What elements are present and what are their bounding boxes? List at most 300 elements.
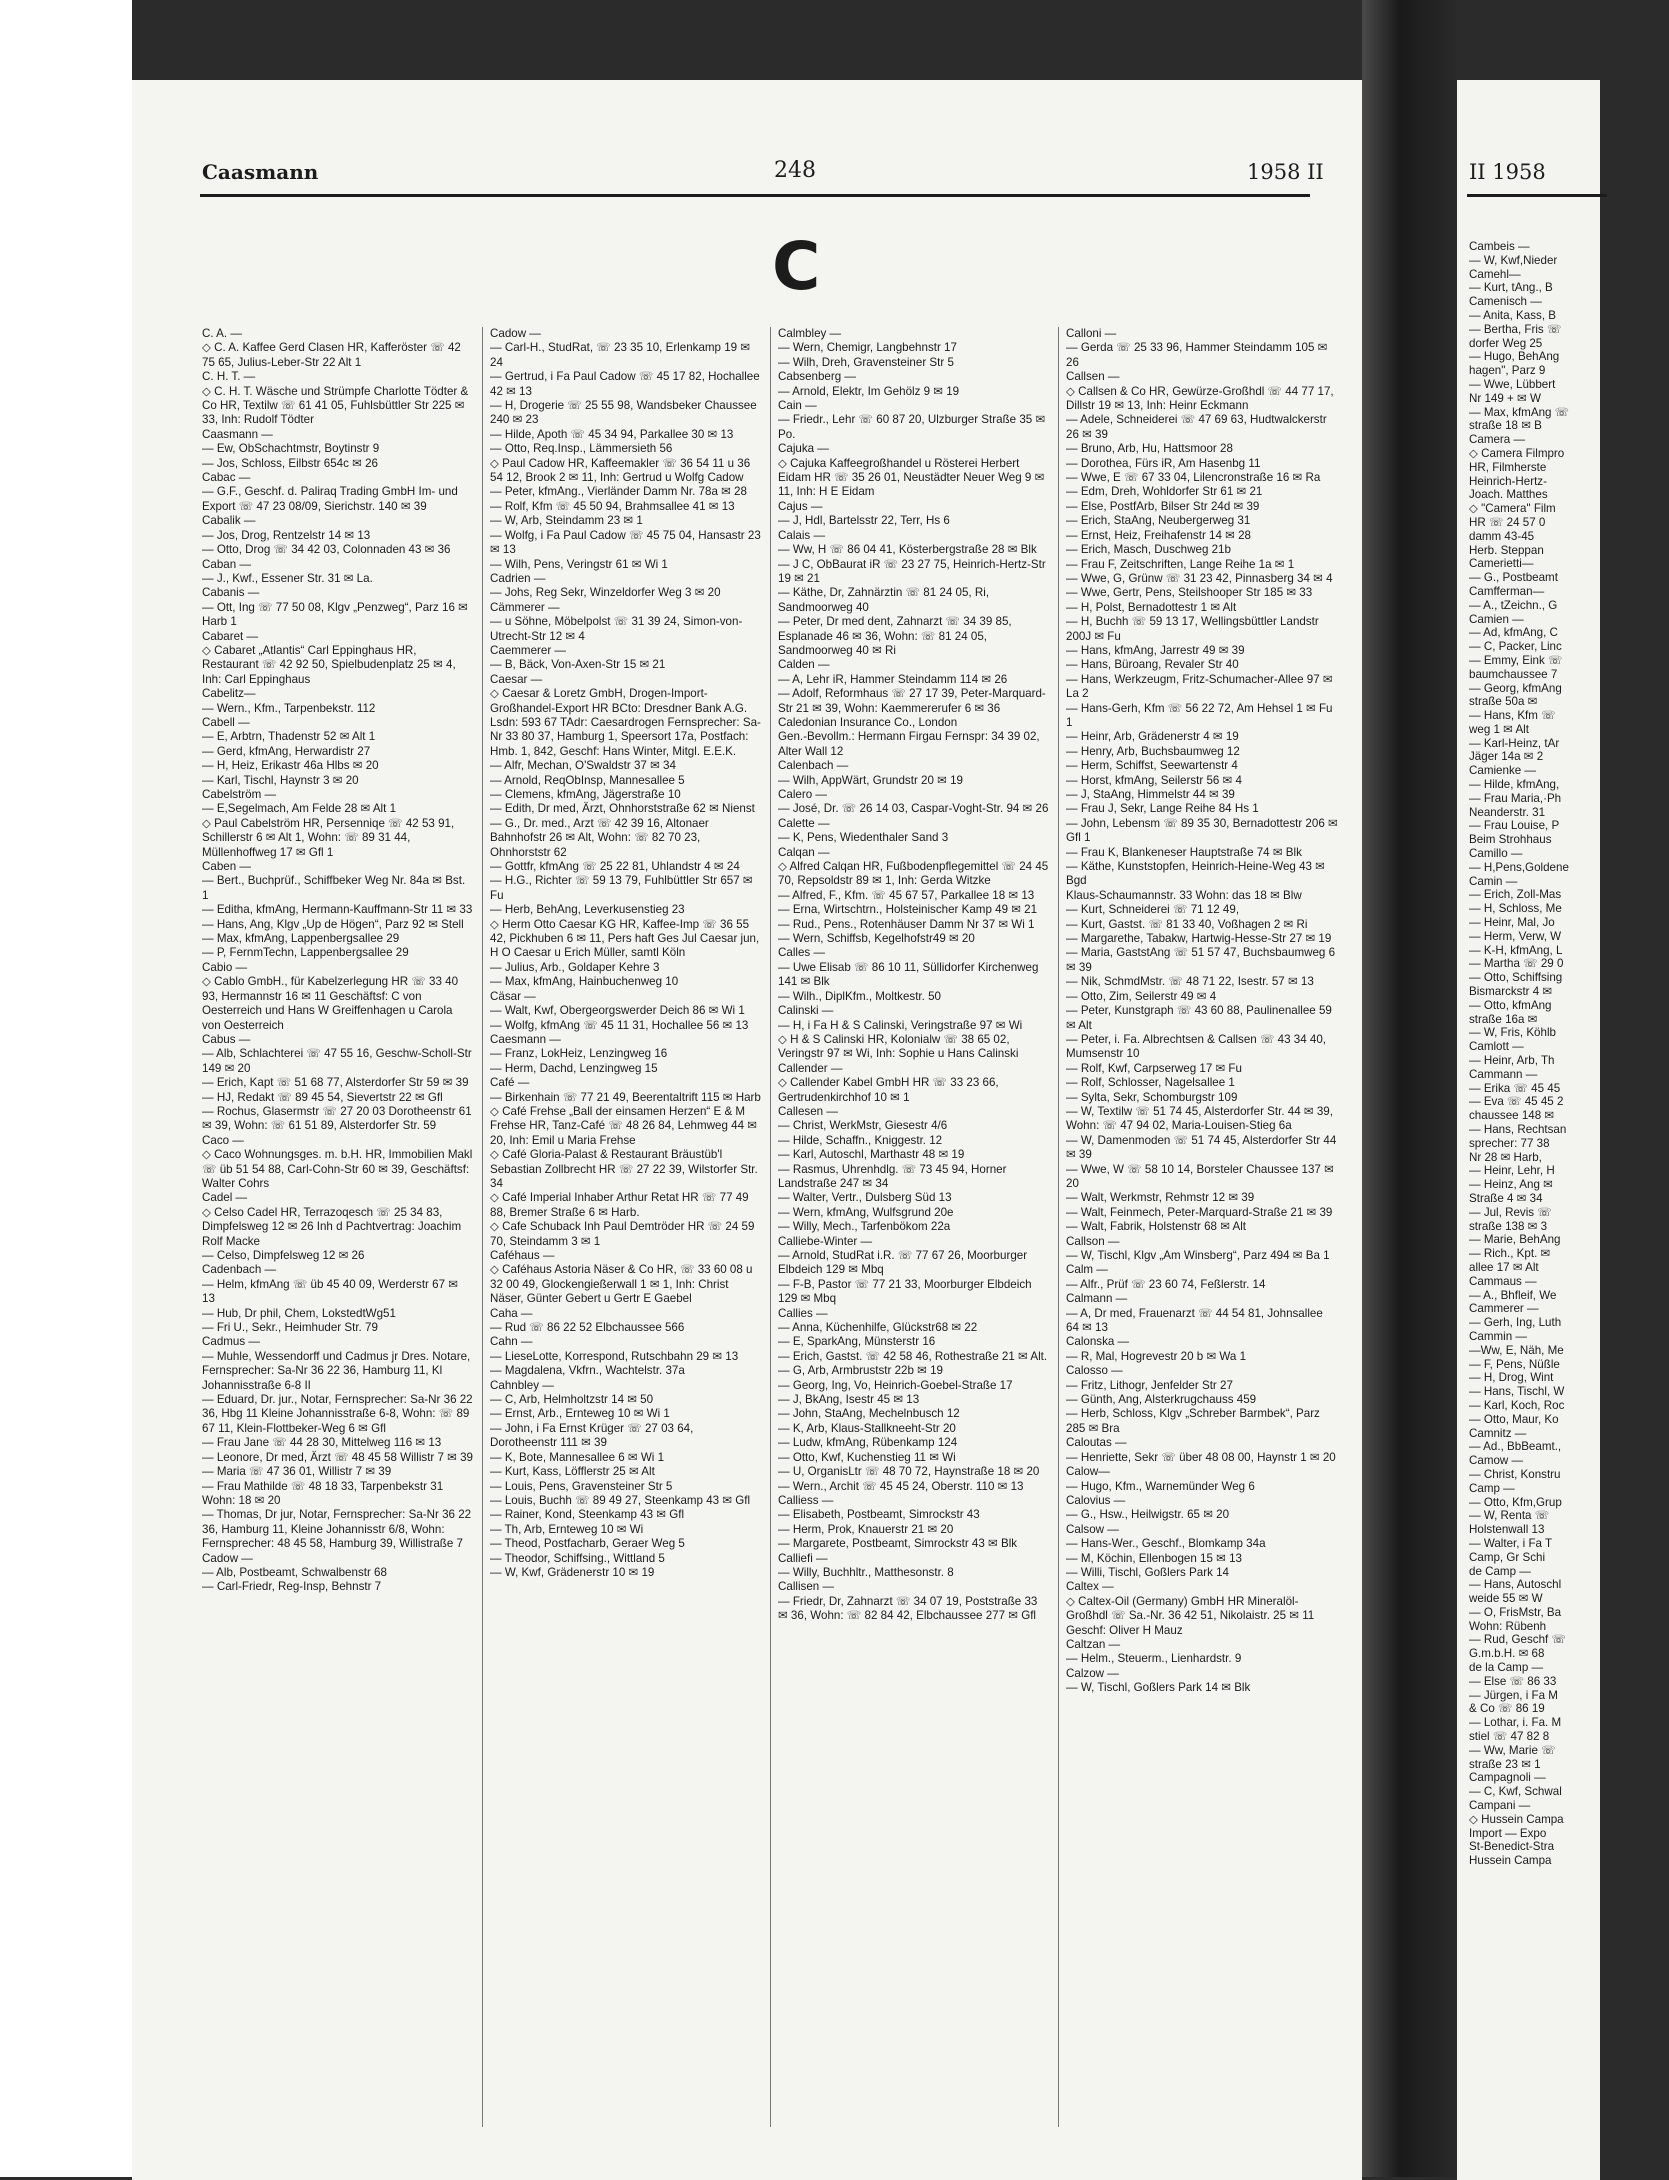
directory-entry: — Alfred, F., Kfm. ☏ 45 67 57, Parkallee 18 ✉ 13 (778, 888, 1035, 902)
column-2 (490, 327, 765, 2147)
directory-entry: Calqan — (778, 845, 830, 859)
directory-entry: — J, StaAng, Himmelstr 44 ✉ 39 (1066, 788, 1235, 801)
directory-entry: — G.F., Geschf. d. Paliraq Trading GmbH Im- und Export ☏ 47 23 08/09, Sierichstr. 140 ✉ 39 (202, 485, 462, 513)
directory-entry: Cabalik — (202, 514, 256, 528)
column-divider (1058, 327, 1059, 2127)
adjacent-entry: Campagnoli — (1469, 1771, 1546, 1785)
adjacent-entry: — H, Drog, Wint (1469, 1371, 1554, 1385)
directory-entry: — Louis, Buchh ☏ 89 49 27, Steenkamp 43 ✉ Gfl (490, 1493, 751, 1507)
directory-entry: — C, Arb, Helmholtzstr 14 ✉ 50 (490, 1393, 654, 1407)
directory-entry: Calinski — (778, 1004, 834, 1018)
directory-entry: — Hub, Dr phil, Chem, LokstedtWg51 (202, 1306, 396, 1320)
directory-entry: ◇ Cablo GmbH., für Kabelzerlegung HR ☏ 33 40 93, Hermannstr 16 ✉ 11 Geschäftsf: C von Oesterreich und Hans W Greiffenhagen u Carola von Oesterreich (202, 975, 462, 1032)
adjacent-entry: Camnitz — (1469, 1426, 1527, 1440)
directory-entry: — Erna, Wirtschtrn., Holsteinischer Kamp 49 ✉ 21 (778, 903, 1038, 917)
directory-entry: — Kurt, Gastst. ☏ 81 33 40, Voßhagen 2 ✉ Ri (1066, 917, 1308, 931)
adjacent-entry: Camehl— (1469, 267, 1521, 281)
adjacent-entry: Cammin — (1469, 1329, 1527, 1343)
adjacent-entry: — Martha ☏ 29 0 (1469, 957, 1564, 971)
adjacent-entry: Camerietti— (1469, 557, 1534, 571)
adjacent-entry: chaussee 148 ✉ (1469, 1109, 1555, 1123)
adjacent-entry: — Otto, Schiffsing (1469, 971, 1563, 985)
adjacent-entry: — Otto, Kfm,Grup (1469, 1495, 1562, 1509)
directory-entry: Caféhaus — (490, 1249, 555, 1262)
adjacent-entry: — Frau Maria,·Ph (1469, 791, 1562, 805)
directory-entry: — K, Bote, Mannesallee 6 ✉ Wi 1 (490, 1450, 665, 1464)
directory-entry: — Otto, Kwf, Kuchenstieg 11 ✉ Wi (778, 1450, 956, 1464)
directory-entry: — Erich, Kapt ☏ 51 68 77, Alsterdorfer Str 59 ✉ 39 (202, 1076, 469, 1090)
directory-entry: Callesen — (778, 1104, 838, 1118)
directory-entry: — Rolf, Schlosser, Nagelsallee 1 (1066, 1076, 1235, 1090)
adjacent-column (1469, 240, 1669, 2140)
directory-entry: — Louis, Pens, Gravensteiner Str 5 (490, 1479, 673, 1493)
adjacent-entry: de la Camp — (1469, 1661, 1544, 1675)
adjacent-entry: — K-H, kfmAng, L (1469, 943, 1563, 957)
directory-entry: — Walt, Kwf, Obergeorgswerder Deich 86 ✉ Wi 1 (490, 1004, 745, 1018)
directory-entry: Calloni — (1066, 327, 1117, 340)
adjacent-entry: & Co ☏ 86 19 (1469, 1702, 1545, 1716)
adjacent-entry: — Walter, i Fa T (1469, 1536, 1553, 1550)
adjacent-entry: — Heinr, Mal, Jo (1469, 916, 1555, 930)
directory-entry: Cabaret — (202, 629, 259, 643)
adjacent-entry: — Herm, Verw, W (1469, 929, 1562, 943)
directory-entry: — José, Dr. ☏ 26 14 03, Caspar-Voght-Str. 94 ✉ 26 (778, 802, 1049, 816)
directory-entry: — W, Damenmoden ☏ 51 74 45, Alsterdorfer Str 44 ✉ 39 (1066, 1133, 1340, 1162)
directory-entry: Caasmann — (202, 427, 273, 441)
book-gutter (1362, 0, 1457, 2177)
directory-entry: Calzow — (1066, 1666, 1119, 1680)
directory-entry: — Wolfg, i Fa Paul Cadow ☏ 45 75 04, Hansastr 23 ✉ 13 (490, 528, 765, 557)
directory-entry: — Magdalena, Vkfrn., Wachtelstr. 37a (490, 1364, 685, 1378)
adjacent-entry: — Max, kfmAng ☏ (1469, 405, 1570, 419)
directory-entry: Callsen — (1066, 370, 1120, 384)
directory-entry: Cabelström — (202, 788, 277, 801)
directory-entry: Caemmerer — (490, 643, 567, 657)
adjacent-entry: straße 16a ✉ (1469, 1012, 1538, 1026)
adjacent-entry: straße 23 ✉ 1 (1469, 1757, 1541, 1771)
adjacent-entry: — Heinr, Arb, Th (1469, 1054, 1555, 1068)
directory-entry: ◇ Callsen & Co HR, Gewürze-Großhdl ☏ 44 77 17, Dillstr 19 ✉ 13, Inh: Heinr Eckmann (1066, 384, 1337, 413)
adjacent-entry: — Hans, Rechtsan (1469, 1123, 1567, 1136)
directory-entry: — Walt, Fabrik, Holstenstr 68 ✉ Alt (1066, 1220, 1247, 1234)
directory-entry: — W, Tischl, Klgv „Am Winsberg“, Parz 494 ✉ Ba 1 (1066, 1249, 1330, 1262)
directory-entry: Calais — (778, 528, 826, 542)
directory-entry: — Käthe, Kunststopfen, Heinrich-Heine-Weg 43 ✉ Bgd (1066, 860, 1329, 888)
adjacent-entry: straße 50a ✉ (1469, 695, 1538, 709)
section-letter: C (772, 228, 821, 305)
directory-entry: — Margarethe, Tabakw, Hartwig-Hesse-Str 27 ✉ 19 (1066, 932, 1332, 946)
directory-entry: — Wern., Archit ☏ 45 45 24, Oberstr. 110 ✉ 13 (778, 1479, 1024, 1493)
adjacent-entry: sprecher: 77 38 (1469, 1136, 1550, 1150)
directory-entry: — E, Arbtrn, Thadenstr 52 ✉ Alt 1 (202, 730, 376, 744)
directory-entry: — Birkenhain ☏ 77 21 49, Beerentaltrift 115 ✉ Harb (490, 1090, 761, 1104)
directory-entry: — Peter, i. Fa. Albrechtsen & Callsen ☏ 43 34 40, Mumsenstr 10 (1066, 1032, 1330, 1061)
directory-entry: ◇ Caco Wohnungsges. m. b.H. HR, Immobilien Makl ☏ üb 51 54 88, Carl-Cohn-Str 60 ✉ 39, Geschäftsf: Walter Cohrs (202, 1148, 476, 1190)
directory-entry: — Herm, Schiffst, Seewartenstr 4 (1066, 759, 1238, 773)
directory-entry: — Max, kfmAng, Hainbuchenweg 10 (490, 975, 679, 989)
adjacent-entry: Camlott — (1469, 1040, 1524, 1054)
directory-entry: — R, Mal, Hogrevestr 20 b ✉ Wa 1 (1066, 1349, 1247, 1363)
adjacent-entry: Hussein Campa (1469, 1854, 1552, 1868)
adjacent-entry: Camenisch — (1469, 295, 1542, 309)
directory-entry: — K, Pens, Wiedenthaler Sand 3 (778, 831, 949, 845)
directory-entry: Cadmus — (202, 1335, 260, 1349)
directory-entry: — Rud ☏ 86 22 52 Elbchaussee 566 (490, 1321, 685, 1335)
adjacent-entry: Cammaus — (1469, 1274, 1537, 1288)
directory-entry: — Rasmus, Uhrenhdlg. ☏ 73 45 94, Horner Landstraße 247 ✉ 34 (778, 1162, 1010, 1190)
adjacent-entry: — H,Pens,Goldene (1469, 860, 1569, 874)
directory-entry: — Otto, Zim, Seilerstr 49 ✉ 4 (1066, 989, 1217, 1003)
directory-entry: — Hilde, Apoth ☏ 45 34 94, Parkallee 30 ✉ 13 (490, 427, 734, 441)
directory-entry: — Anna, Küchenhilfe, Glückstr68 ✉ 22 (778, 1321, 978, 1335)
adjacent-entry: Camp, Gr Schi (1469, 1550, 1546, 1564)
directory-entry: Calliebe-Winter — (778, 1234, 873, 1248)
directory-entry: — Edith, Dr med, Ärzt, Ohnhorststraße 62 ✉ Nienst (490, 802, 755, 816)
directory-entry: — F-B, Pastor ☏ 77 21 33, Moorburger Elbdeich 129 ✉ Mbq (778, 1277, 1035, 1306)
directory-entry: — Muhle, Wessendorff und Cadmus jr Dres. Notare, Fernsprecher: Sa-Nr 36 22 36, Hamburg 11, Kl Johannisstraße 6-8 II (202, 1349, 474, 1392)
directory-entry: — Frau Jane ☏ 44 28 30, Mittelweg 116 ✉ 13 (202, 1436, 442, 1450)
adjacent-entry: — Jürgen, i Fa M (1469, 1688, 1558, 1702)
directory-entry: Cabelitz— (202, 687, 256, 701)
directory-entry: Calm — (1066, 1263, 1108, 1277)
adjacent-entry: Joach. Matthes (1469, 488, 1548, 502)
column-4 (1066, 327, 1341, 2147)
directory-entry: — P, FernmTechn, Lappenbergsallee 29 (202, 946, 409, 960)
adjacent-entry: — F, Pens, Nüßle (1469, 1357, 1560, 1371)
directory-entry: — Maria ☏ 47 36 01, Willistr 7 ✉ 39 (202, 1465, 392, 1479)
directory-entry: Cabac — (202, 471, 251, 485)
adjacent-entry: — Lothar, i. Fa. M (1469, 1716, 1562, 1730)
directory-entry: — G., Dr. med., Arzt ☏ 42 39 16, Altonaer Bahnhofstr 26 ✉ Alt, Wohn: ☏ 82 70 23, Ohnhorststr 62 (490, 816, 713, 859)
directory-entry: ◇ Caltex-Oil (Germany) GmbH HR Mineralöl-Großhdl ☏ Sa.-Nr. 36 42 51, Nikolaistr. 25 ✉ 11 Geschf: Oliver H Mauz (1066, 1594, 1318, 1637)
column-divider (482, 327, 483, 2127)
header-rule (200, 194, 1310, 197)
directory-entry: Cadenbach — (202, 1263, 277, 1277)
adjacent-entry: — W, Fris, Köhlb (1469, 1026, 1556, 1040)
directory-entry: — H.G., Richter ☏ 59 13 79, Fuhlbüttler Str 657 ✉ Fu (490, 874, 756, 902)
directory-entry: — Nik, SchmdMstr. ☏ 48 71 22, Isestr. 57 ✉ 13 (1066, 975, 1314, 989)
directory-entry: — Helm., Steuerm., Lienhardstr. 9 (1066, 1652, 1242, 1666)
directory-entry: Calliefi — (778, 1551, 828, 1565)
directory-entry: Calden — (778, 658, 830, 672)
directory-entry: Calmbley — (778, 327, 842, 340)
adjacent-entry: Campani — (1469, 1799, 1531, 1813)
directory-entry: — Adolf, Reformhaus ☏ 27 17 39, Peter-Marquard-Str 21 ✉ 39, Wohn: Kaemmererufer 6 ✉ 36 (778, 687, 1046, 715)
directory-entry: — Alfr., Prüf ☏ 23 60 74, Feßlerstr. 14 (1066, 1277, 1266, 1291)
directory-entry: — Kurt, Schneiderei ☏ 71 12 49, (1066, 903, 1240, 917)
directory-entry: — Gerda ☏ 25 33 96, Hammer Steindamm 105 ✉ 26 (1066, 341, 1331, 369)
directory-entry: — Willy, Mech., Tarfenbökom 22a (778, 1220, 951, 1234)
directory-entry: Cahnbley — (490, 1378, 554, 1392)
directory-entry: Cajus — (778, 499, 823, 513)
directory-entry: — Clemens, kfmAng, Jägerstraße 10 (490, 788, 681, 801)
directory-entry: — Rochus, Glasermstr ☏ 27 20 03 Dorotheenstr 61 ✉ 39, Wohn: ☏ 61 51 89, Alsterdorfer Str. 59 (202, 1104, 475, 1133)
directory-entry: Calosso — (1066, 1364, 1123, 1378)
directory-entry: — Ludw, kfmAng, Rübenkamp 124 (778, 1436, 958, 1450)
directory-entry: — Kurt, Kass, Löfflerstr 25 ✉ Alt (490, 1465, 655, 1479)
directory-entry: — Friedr, Dr, Zahnarzt ☏ 34 07 19, Poststraße 33 ✉ 36, Wohn: ☏ 82 84 42, Elbchaussee 277 ✉ Gfl (778, 1594, 1041, 1623)
directory-entry: ◇ C. A. Kaffee Gerd Clasen HR, Kafferöster ☏ 42 75 65, Julius-Leber-Str 22 Alt 1 (202, 341, 465, 369)
adjacent-entry: HR ☏ 24 57 0 (1469, 515, 1546, 529)
directory-entry: ◇ Paul Cabelström HR, Persenniqe ☏ 42 53 91, Schillerstr 6 ✉ Alt 1, Wohn: ☏ 89 31 44, Müllenhoffweg 17 ✉ Gfl 1 (202, 816, 458, 859)
directory-entry: ◇ C. H. T. Wäsche und Strümpfe Charlotte Tödter & Co HR, Textilw ☏ 61 41 05, Fuhlsbüttler Str 225 ✉ 33, Inh: Rudolf Tödter (202, 384, 472, 427)
page-number: 248 (774, 158, 816, 183)
directory-entry: — Otto, Drog ☏ 34 42 03, Colonnaden 43 ✉ 36 (202, 543, 451, 557)
directory-entry: — Bert., Buchprüf., Schiffbeker Weg Nr. 84a ✉ Bst. 1 (202, 874, 469, 902)
directory-entry: — Wilh, AppWärt, Grundstr 20 ✉ 19 (778, 773, 963, 787)
directory-entry: Calonska — (1066, 1335, 1130, 1349)
directory-entry: — Helm, kfmAng ☏ üb 45 40 09, Werderstr 67 ✉ 13 (202, 1277, 462, 1306)
adjacent-entry: — H, Schloss, Me (1469, 902, 1562, 916)
directory-entry: — u Söhne, Möbelpolst ☏ 31 39 24, Simon-von-Utrecht-Str 12 ✉ 4 (490, 615, 743, 643)
adjacent-entry: Herb. Steppan (1469, 543, 1544, 557)
directory-entry: — Walt, Feinmech, Peter-Marquard-Straße 21 ✉ 39 (1066, 1205, 1333, 1219)
directory-entry: — J., Kwf., Essener Str. 31 ✉ La. (202, 571, 373, 585)
adjacent-entry: Beim Strohhaus (1469, 833, 1552, 847)
directory-entry: — Elisabeth, Postbeamt, Simrockstr 43 (778, 1508, 980, 1522)
directory-entry: — Hans, kfmAng, Jarrestr 49 ✉ 39 (1066, 643, 1245, 657)
adjacent-entry: — C, Packer, Linc (1469, 640, 1562, 654)
adjacent-entry: — Christ, Konstru (1469, 1467, 1561, 1481)
directory-entry: — Fritz, Lithogr, Jenfelder Str 27 (1066, 1378, 1233, 1392)
directory-entry: — E,Segelmach, Am Felde 28 ✉ Alt 1 (202, 802, 397, 816)
adjacent-entry: Camera — (1469, 433, 1526, 447)
directory-entry: — Alfr, Mechan, O'Swaldstr 37 ✉ 34 (490, 759, 676, 773)
directory-entry: — Frau J, Sekr, Lange Reihe 84 Hs 1 (1066, 802, 1259, 816)
directory-entry: Caesmann — (490, 1032, 561, 1046)
directory-entry: ◇ Alfred Calqan HR, Fußbodenpflegemittel ☏ 24 45 70, Repsoldstr 89 ✉ 1, Inh: Gerda Witzke (778, 860, 1052, 888)
directory-entry: — Th, Arb, Ernteweg 10 ✉ Wi (490, 1522, 644, 1536)
adjacent-entry: ◇ Hussein Campa (1469, 1812, 1564, 1826)
adjacent-entry: — Gerh, Ing, Luth (1469, 1316, 1562, 1330)
adjacent-entry: — Ad., BbBeamt., (1469, 1440, 1562, 1454)
directory-entry: Calow— (1066, 1465, 1110, 1479)
adjacent-entry: —Ww, E, Näh, Me (1469, 1343, 1564, 1357)
adjacent-entry: St-Benedict-Stra (1469, 1840, 1555, 1854)
directory-entry: Klaus-Schaumannstr. 33 Wohn: das 18 ✉ Blw (1066, 888, 1302, 902)
directory-entry: — Walt, Werkmstr, Rehmstr 12 ✉ 39 (1066, 1191, 1255, 1205)
directory-entry: Callender — (778, 1061, 843, 1075)
directory-entry: Cabsenberg — (778, 370, 856, 384)
directory-entry: ◇ Cajuka Kaffeegroßhandel u Rösterei Herbert Eidam HR ☏ 35 26 01, Neustädter Neuer Weg 9 ✉ 11, Inh: H E Eidam (778, 456, 1048, 499)
directory-entry: Calenbach — (778, 759, 849, 773)
directory-entry: — H, i Fa H & S Calinski, Veringstraße 97 ✉ Wi (778, 1018, 1023, 1032)
directory-entry: — Christ, WerkMstr, Giesestr 4/6 (778, 1119, 948, 1133)
directory-entry: ◇ Callender Kabel GmbH HR ☏ 33 23 66, Gertrudenkirchhof 10 ✉ 1 (778, 1076, 1002, 1104)
adjacent-entry: Neanderstr. 31 (1469, 805, 1546, 819)
directory-entry: — W, Tischl, Goßlers Park 14 ✉ Blk (1066, 1681, 1251, 1695)
directory-entry: — LieseLotte, Korrespond, Rutschbahn 29 ✉ 13 (490, 1349, 739, 1363)
directory-entry: — Jos, Schloss, Eilbstr 654c ✉ 26 (202, 456, 378, 470)
directory-entry: — Eduard, Dr. jur., Notar, Fernsprecher: Sa-Nr 36 22 36, Hbg 11 Kleine Johannisstraße 6-8, Wohn: ☏ 89 67 11, Klein-Flottbeker-Weg 6 ✉ Gfl (202, 1393, 476, 1435)
directory-entry: — Jos, Drog, Rentzelstr 14 ✉ 13 (202, 528, 371, 542)
adjacent-entry: — G., Postbeamt (1469, 571, 1558, 585)
directory-entry: — Wilh, Pens, Veringstr 61 ✉ Wi 1 (490, 557, 668, 571)
directory-entry: — Karl, Tischl, Haynstr 3 ✉ 20 (202, 773, 359, 787)
adjacent-entry: Holstenwall 13 (1469, 1523, 1545, 1537)
directory-entry: — Karl, Autoschl, Marthastr 48 ✉ 19 (778, 1148, 965, 1162)
directory-entry: Cadow — (490, 327, 541, 340)
directory-entry: — W, Kwf, Grädenerstr 10 ✉ 19 (490, 1565, 655, 1579)
adjacent-entry: weg 1 ✉ Alt (1469, 722, 1529, 736)
adjacent-entry: — Heinr, Lehr, H (1469, 1164, 1555, 1178)
directory-entry: Caha — (490, 1306, 533, 1320)
directory-entry: — Edm, Dreh, Wohldorfer Str 61 ✉ 21 (1066, 485, 1263, 499)
adjacent-entry: Camillo — (1469, 847, 1523, 861)
adjacent-entry: Cammerer — (1469, 1302, 1539, 1316)
directory-entry: Cämmerer — (490, 600, 560, 614)
directory-entry: Caban — (202, 557, 251, 571)
directory-entry: — Otto, Req.Insp., Lämmersieth 56 (490, 442, 673, 456)
directory-entry: — Wilh., DiplKfm., Moltkestr. 50 (778, 989, 941, 1003)
adjacent-entry: — W, Renta ☏ (1469, 1509, 1550, 1523)
directory-entry: Caltex — (1066, 1580, 1114, 1594)
directory-entry: — Celso, Dimpfelsweg 12 ✉ 26 (202, 1249, 365, 1262)
directory-entry: — Margarete, Postbeamt, Simrockstr 43 ✉ Blk (778, 1537, 1018, 1551)
adjacent-entry: — Erich, Zoll-Mas (1469, 888, 1562, 902)
adjacent-entry: — Frau Louise, P (1469, 819, 1560, 833)
directory-entry: — Julius, Arb., Goldaper Kehre 3 (490, 960, 660, 974)
directory-entry: Café — (490, 1076, 530, 1090)
directory-entry: — H, Buchh ☏ 59 13 17, Wellingsbüttler Landstr 200J ✉ Fu (1066, 615, 1322, 643)
directory-entry: — W, Arb, Steindamm 23 ✉ 1 (490, 514, 643, 528)
adjacent-entry: Camin — (1469, 874, 1518, 888)
adjacent-entry: — C, Kwf, Schwal (1469, 1785, 1562, 1799)
adjacent-entry: de Camp — (1469, 1564, 1531, 1578)
adjacent-entry: Heinrich-Hertz- (1469, 474, 1547, 488)
adjacent-entry: baumchaussee 7 (1469, 667, 1558, 681)
directory-entry: — Editha, kfmAng, Hermann-Kauffmann-Str 11 ✉ 33 (202, 903, 473, 917)
directory-entry: — Arnold, StudRat i.R. ☏ 77 67 26, Moorburger Elbdeich 129 ✉ Mbq (778, 1249, 1031, 1277)
directory-entry: Calliess — (778, 1493, 834, 1507)
adjacent-entry: — Karl-Heinz, tAr (1469, 736, 1560, 750)
directory-entry: — John, i Fa Ernst Krüger ☏ 27 03 64, Dorotheenstr 111 ✉ 39 (490, 1421, 697, 1450)
directory-entry: — H, Polst, Bernadottestr 1 ✉ Alt (1066, 600, 1237, 614)
adjacent-entry: Camp — (1469, 1481, 1515, 1495)
directory-entry: — Peter, kfmAng., Vierländer Damm Nr. 78a ✉ 28 (490, 485, 747, 499)
directory-entry: ◇ Caféhaus Astoria Näser & Co HR, ☏ 33 60 08 u 32 00 49, Glockengießerwall 1 ✉ 1, Inh: Christ Näser, Günter Gebert u Gertr E Gaebel (490, 1263, 756, 1306)
directory-entry: — H, Drogerie ☏ 25 55 98, Wandsbeker Chaussee 240 ✉ 23 (490, 399, 760, 427)
adjacent-entry: — Erika ☏ 45 45 (1469, 1081, 1561, 1095)
directory-entry: — Hans-Wer., Geschf., Blomkamp 34a (1066, 1537, 1266, 1551)
directory-entry: — Walter, Vertr., Dulsberg Süd 13 (778, 1191, 952, 1205)
adjacent-entry: ◇ "Camera" Film (1469, 502, 1556, 516)
adjacent-entry: — Hans, Autoschl (1469, 1578, 1562, 1592)
directory-entry: — Sylta, Sekr, Schomburgstr 109 (1066, 1090, 1238, 1104)
directory-entry: — Wern, Chemigr, Langbehnstr 17 (778, 341, 957, 355)
directory-entry: — Carl-H., StudRat, ☏ 23 35 10, Erlenkamp 19 ✉ 24 (490, 341, 754, 369)
directory-entry: ◇ H & S Calinski HR, Kolonialw ☏ 38 65 02, Veringstr 97 ✉ Wi, Inh: Sophie u Hans Calinski (778, 1032, 1019, 1061)
adjacent-entry: hagen", Parz 9 (1469, 364, 1546, 378)
adjacent-entry: — Georg, kfmAng (1469, 681, 1562, 695)
adjacent-entry: Camfferman— (1469, 584, 1545, 598)
directory-entry: — Henriette, Sekr ☏ über 48 08 00, Haynstr 1 ✉ 20 (1066, 1450, 1336, 1464)
directory-entry: Gen.-Bevollm.: Hermann Firgau Fernspr: 34 39 02, Alter Wall 12 (778, 730, 1043, 758)
directory-entry: — Henry, Arb, Buchsbaumweg 12 (1066, 744, 1240, 758)
directory-entry: ◇ Café Imperial Inhaber Arthur Retat HR ☏ 77 49 88, Bremer Straße 6 ✉ Harb. (490, 1191, 752, 1219)
directory-entry: — Hans, Ang, Klgv „Up de Högen“, Parz 92 ✉ Stell (202, 917, 464, 931)
directory-entry: — Franz, LokHeiz, Lenzingweg 16 (490, 1047, 668, 1061)
directory-entry: Caben — (202, 860, 251, 874)
directory-entry: — H, Heiz, Erikastr 46a Hlbs ✉ 20 (202, 759, 379, 773)
directory-entry: — Alb, Postbeamt, Schwalbenstr 68 (202, 1565, 387, 1579)
directory-entry: ◇ Café Gloria-Palast & Restaurant Bräustüb'l Sebastian Zollbrecht HR ☏ 27 22 39, Wilstorfer Str. 34 (490, 1148, 761, 1190)
directory-entry: — Max, kfmAng, Lappenbergsallee 29 (202, 932, 400, 946)
directory-entry: — Rud., Pens., Rotenhäuser Damm Nr 37 ✉ Wi 1 (778, 917, 1035, 931)
directory-entry: — Heinr, Arb, Grädenerstr 4 ✉ 19 (1066, 730, 1239, 744)
directory-entry: — Leonore, Dr med, Ärzt ☏ 48 45 58 Willistr 7 ✉ 39 (202, 1450, 474, 1464)
adjacent-entry: stiel ☏ 47 82 8 (1469, 1730, 1550, 1744)
directory-entry: — Hans, Büroang, Revaler Str 40 (1066, 658, 1239, 672)
directory-entry: — Herb, BehAng, Leverkusenstieg 23 (490, 903, 685, 917)
directory-entry: ◇ Café Frehse „Ball der einsamen Herzen“ E & M Frehse HR, Tanz-Café ☏ 48 26 84, Lehmweg 44 ✉ 20, Inh: Emil u Maria Frehse (490, 1104, 761, 1147)
directory-entry: — Wwe, E ☏ 67 33 04, Lilencronstraße 16 ✉ Ra (1066, 471, 1321, 485)
directory-entry: — Peter, Kunstgraph ☏ 43 60 88, Paulinenallee 59 ✉ Alt (1066, 1004, 1336, 1032)
directory-entry: C. H. T. — (202, 370, 256, 384)
page-header-year: 1958 II (1247, 160, 1324, 184)
page-header-name: Caasmann (202, 160, 319, 184)
directory-entry: Calovius — (1066, 1493, 1126, 1507)
directory-entry: Callies — (778, 1306, 828, 1320)
adjacent-entry: Bismarckstr 4 ✉ (1469, 985, 1553, 999)
adjacent-entry: — Ww, Marie ☏ (1469, 1743, 1556, 1757)
directory-entry: Cabell — (202, 715, 250, 729)
directory-entry: — Hans, Werkzeugm, Fritz-Schumacher-Allee 97 ✉ La 2 (1066, 672, 1336, 701)
adjacent-entry: — Ad, kfmAng, C (1469, 626, 1558, 640)
directory-page (132, 80, 1362, 2180)
directory-entry: — Maria, GaststAng ☏ 51 57 47, Buchsbaumweg 6 ✉ 39 (1066, 946, 1339, 974)
adjacent-entry: — Bertha, Fris ☏ (1469, 322, 1562, 336)
adjacent-page-header: II 1958 (1469, 160, 1546, 184)
adjacent-entry: — Rud, Geschf ☏ (1469, 1633, 1566, 1647)
directory-entry: — U, OrganisLtr ☏ 48 70 72, Haynstraße 18 ✉ 20 (778, 1465, 1040, 1479)
adjacent-entry: — W, Kwf,Nieder (1469, 253, 1558, 267)
directory-entry: — E, SparkAng, Münsterstr 16 (778, 1335, 936, 1349)
directory-entry: — Wern, Schiffsb, Kegelhofstr49 ✉ 20 (778, 932, 975, 946)
adjacent-entry: — Otto, Maur, Ko (1469, 1412, 1559, 1426)
adjacent-entry: Camien — (1469, 612, 1524, 626)
adjacent-entry: Camow — (1469, 1454, 1524, 1468)
directory-entry: — Gertrud, i Fa Paul Cadow ☏ 45 17 82, Hochallee 42 ✉ 13 (490, 370, 763, 398)
directory-entry: — Ww, H ☏ 86 04 41, Kösterbergstraße 28 ✉ Blk (778, 543, 1037, 557)
adjacent-entry: — Emmy, Eink ☏ (1469, 653, 1563, 667)
adjacent-entry: — Hilde, kfmAng, (1469, 778, 1560, 792)
directory-entry: — J, Hdl, Bartelsstr 22, Terr, Hs 6 (778, 514, 950, 528)
directory-entry: — Wolfg, kfmAng ☏ 45 11 31, Hochallee 56 ✉ 13 (490, 1018, 749, 1032)
adjacent-entry: Jäger 14a ✉ 2 (1469, 750, 1544, 764)
adjacent-entry: Import — Expo (1469, 1826, 1547, 1840)
directory-entry: — G., Hsw., Heilwigstr. 65 ✉ 20 (1066, 1508, 1230, 1522)
adjacent-entry: — Rich., Kpt. ✉ (1469, 1247, 1551, 1261)
directory-entry: — G, Arb, Armbruststr 22b ✉ 19 (778, 1364, 944, 1378)
adjacent-entry: allee 17 ✉ Alt (1469, 1260, 1539, 1274)
adjacent-entry: — Heinz, Ang ✉ (1469, 1178, 1553, 1192)
directory-entry: — Theodor, Schiffsing., Wittland 5 (490, 1551, 665, 1565)
column-3 (778, 327, 1050, 2147)
adjacent-entry: — O, FrisMstr, Ba (1469, 1605, 1562, 1619)
directory-entry: — J, BkAng, Isestr 45 ✉ 13 (778, 1393, 920, 1407)
column-1 (202, 327, 474, 2147)
directory-entry: — W, Textilw ☏ 51 74 45, Alsterdorfer Str. 44 ✉ 39, Wohn: ☏ 47 94 02, Maria-Louisen-Stieg 6a (1066, 1104, 1337, 1133)
directory-entry: — Wwe, Gertr, Pens, Steilshooper Str 185 ✉ 33 (1066, 586, 1313, 600)
directory-entry: — Hugo, Kfm., Warnemünder Weg 6 (1066, 1479, 1255, 1493)
directory-entry: — A, Lehr iR, Hammer Steindamm 114 ✉ 26 (778, 672, 1008, 686)
adjacent-entry: — Wwe, Lübbert (1469, 377, 1556, 391)
directory-entry: — Wern., Kfm., Tarpenbekstr. 112 (202, 701, 376, 715)
directory-entry: — Willy, Buchhltr., Matthesonstr. 8 (778, 1565, 954, 1579)
directory-entry: — Herm, Dachd, Lenzingweg 15 (490, 1061, 658, 1075)
directory-entry: — M, Köchin, Ellenbogen 15 ✉ 13 (1066, 1551, 1242, 1565)
